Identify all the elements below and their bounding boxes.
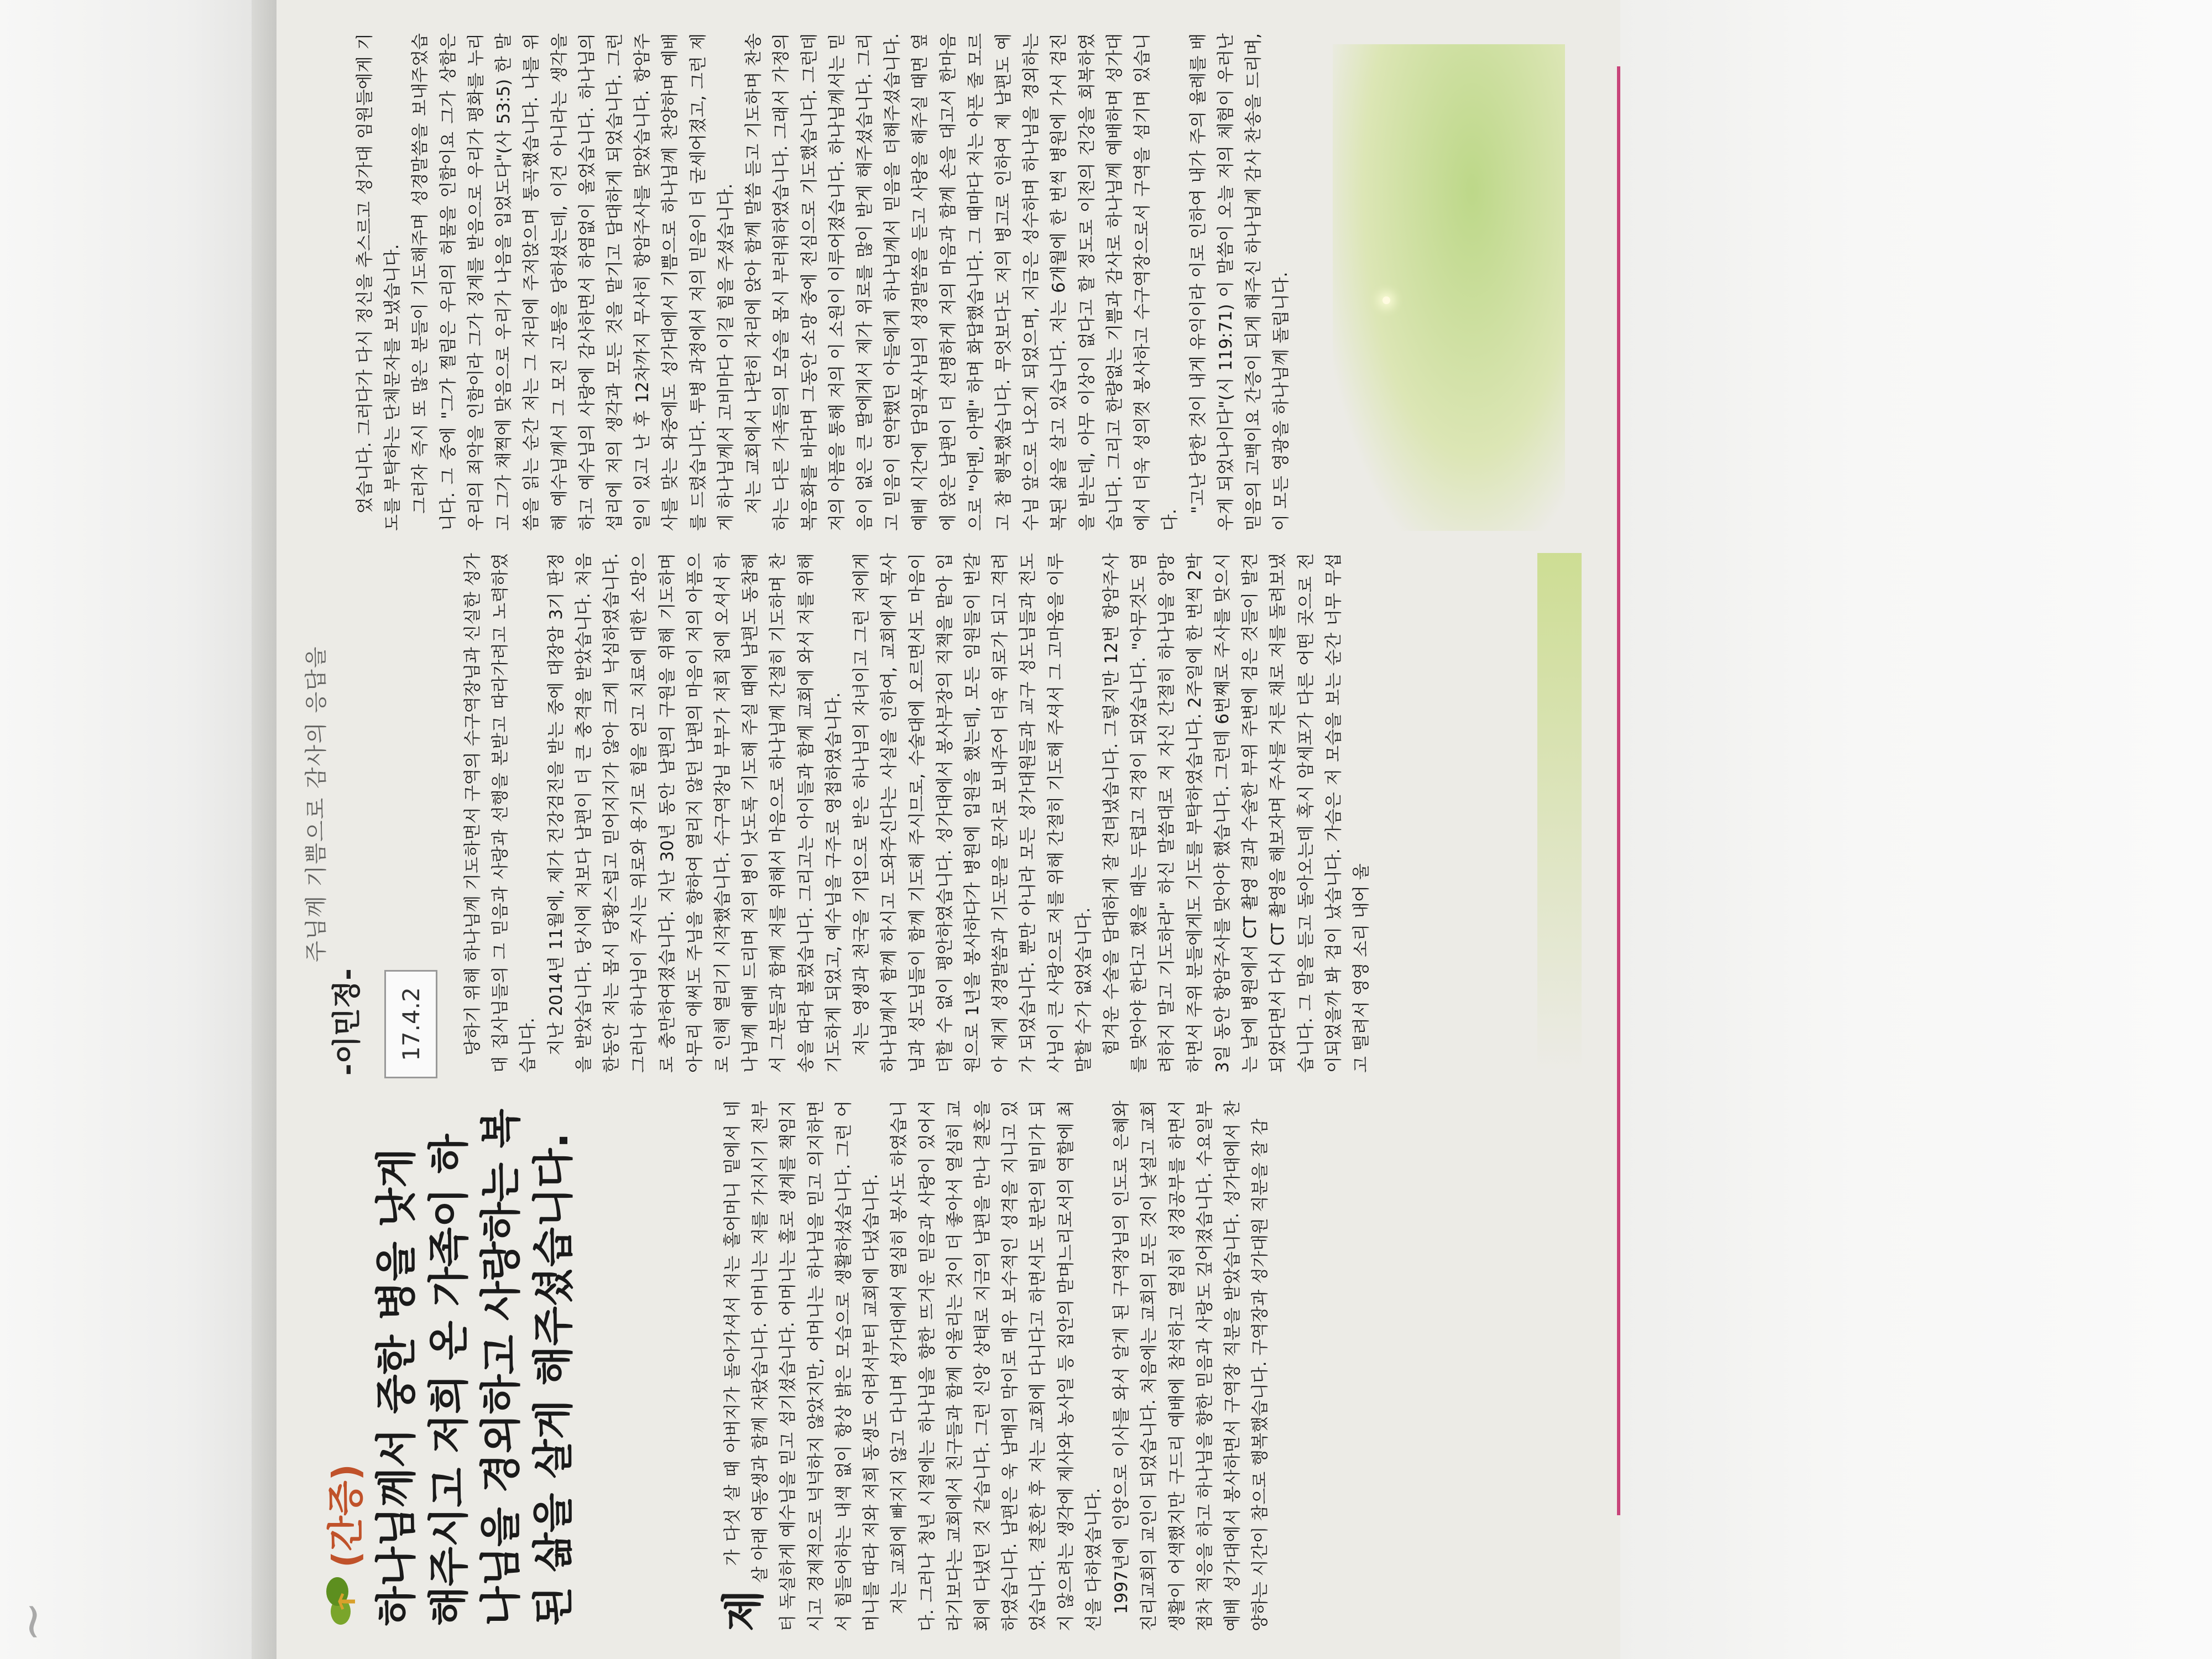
white-paper-left — [0, 0, 265, 1659]
date-sticker: 17.4.2 — [384, 970, 437, 1078]
white-paper-right — [1620, 0, 2212, 1659]
paragraph: 저는 교회에서 나란히 자리에 앉아 함께 말씀 듣고 기도하며 찬송하는 다른 가족들의 모습을 몹시 부러워하였습니다. 그래서 가정의 복음화를 바라며 그동안 소망 중에 전심으로 기도했습니다. 그런데 저의 아픔을 통해 저의 이 소원이 이루어졌습니다. 하나님께서는 믿음이 없은 큰 딸에게서 제가 위로를 많이 받게 해주셨습니다. 그리고 믿음이 연약했던 아들에게 하나님께서 믿음을 더해주셨습니다. 예배 시간에 담임목사님의 성경말씀을 듣고 사랑을 해주실 때면 옆에 앉은 남편이 더 선명하게 저의 마음과 함께 손을 대고서 한마음으로 "아멘, 아멘" 하며 화답했습니다. 그 때마다 저는 아픈 줄 모르고 참 행복했습니다. 무엇보다도 저의 병고로 인하여 제 남편도 예수님 앞으로 나오게 되었으며, 지금은 성수하며 하나님을 경외하는 복된 삶을 살고 있습니다. 저는 6개월에 한 번씩 병원에 가서 검진을 받는데, 아무 이상이 없다고 할 정도로 이전의 건강을 회복하였습니다. 그리고 한량없는 기쁨과 감사로 하나님께 예배하며 성가대에서 더욱 성의껏 봉사하고 수구역장으로서 구역을 섬기며 있습니다. — [744, 33, 1181, 531]
paragraph: 저는 영생과 천국을 기업으로 받은 하나님의 자녀이고 그런 저에게 하나님께서 함께 하시고 도와주신다는 사실을 인하여, 교회에서 목사님과 성도님들이 함께 기도해 주시므로, 수술대에 오르면서도 마음이 더할 수 없이 평안하였습니다. 성가대에서 봉사부장의 직책을 맡아 입원으로 1년을 봉사하다가 병원에 입원을 했는데, 모든 임원들이 번갈아 제게 성경말씀과 기도문을 문자로 보내주어 더욱 위로가 되고 격려가 되었습니다. 뿐만 아니라 모든 성가대원들과 교구 성도님들과 전도사님이 큰 사랑으로 저를 위해 간절히 기도해 주셔서 그 고마움을 이루 말할 수가 없었습니다. — [852, 553, 1094, 1073]
paragraph: 지난 2014년 11월에, 제가 건강검진을 받는 중에 대장암 3기 판정을 받았습니다. 당시에 저보다 남편이 더 큰 충격을 받았습니다. 처음 한동안 저는 몹시 당황스럽고 믿어지지가 않아 크게 낙심하였습니다. 그러나 하나님이 주시는 위로와 용기로 힘을 얻고 치료에 대한 소망으로 충만하여졌습니다. 지난 30년 동안 남편의 구원을 위해 기도하며 아무리 애써도 주님을 향하여 열리지 않던 남편의 마음이 저의 아픔으로 인해 열리기 시작했습니다. 수구역장님 부부가 저희 집에 오셔서 하나님께 예배 드리며 저의 병이 낫도록 기도해 주실 때에 남편도 동참해서 그분들과 함께 저를 위해서 마음으로 하나님께 간절히 기도하며 찬송을 따라 불렀습니다. 그리고는 아이들과 함께 교회에 와서 저를 위해 기도하게 되었고, 예수님을 구주로 영접하였습니다. — [546, 553, 844, 1073]
author-byline: -이민정- — [331, 968, 364, 1076]
paragraph: 1997년에 인양으로 이사를 와서 알게 된 구역장님의 인도로 은혜와진리교회의 교인이 되었습니다. 처음에는 교회의 모든 것이 낯설고 교회생활이 어색했지만 구드리 예배에 참석하고 열심히 성경공부를 하면서 점차 적응을 하고 하나님을 향한 믿음과 사랑도 깊어졌습니다. 수요일부 예배 성가대에서 봉사하면서 구역장 직분을 받았습니다. 성가대에서 찬양하는 시간이 참으로 행복했습니다. 구역장과 성가대원 직분을 잘 감 — [1112, 1100, 1271, 1631]
title-block — [310, 1100, 708, 1631]
paragraph: 었습니다. 그러다가 다시 정신을 추스르고 성가대 임원들에게 기도를 부탁하는 단체문자를 보냈습니다. — [355, 33, 403, 531]
article-column-3 — [351, 33, 1593, 531]
paragraph: 당하기 위해 하나님께 기도하면서 구역의 수구역장님과 신실한 성가대 집사님들의 그 믿음과 사랑과 선행을 본받고 따라가려고 노력하였습니다. — [463, 553, 539, 1073]
rotated-article — [299, 28, 1604, 1631]
article-headline: 하나님께서 중한 병을 낫게 해주시고 저희 온 가족이 하나님을 경외하고 사랑하는 복된 삶을 살게 해주셨습니다. — [373, 1108, 578, 1626]
pen-mark: ~ — [3, 1600, 61, 1643]
paragraph: 그러자 즉시 또 많은 분들이 기도해주며 성경말씀을 보내주었습니다. 그 중에 "그가 찔림은 우리의 허물을 인함이요 그가 상함은 우리의 죄악을 인함이라 그가 징계를 받음으로 우리가 평화를 누리고 그가 채찍에 맞음으로 우리가 나음을 입었도다"(사 53:5) 한 말씀을 읽는 순간 저는 그 자리에 주저앉으며 통곡했습니다. 나를 위해 예수님께서 그 모진 고통을 당하셨는데, 이건 아니라는 생각을 하고 예수님의 사랑에 감사하면서 하염없이 울었습니다. 하나님의 섭리에 저의 생각과 모든 것을 맡기고 담대하게 되었습니다. 그런 일이 있고 난 후 12차까지 무사히 항암주사를 맞았습니다. 항암주사를 맞는 와중에도 성가대에서 기쁨으로 하나님께 찬양하며 예배를 드렸습니다. 투병 과정에서 저의 믿음이 더 굳세어졌고, 그런 제게 하나님께서 고비마다 이길 힘을 주셨습니다. — [410, 33, 736, 531]
paragraph: 저는 교회에 빠지지 않고 다니며 성가대에서 열심히 봉사도 하였습니다. 그러나 청년 시절에는 하나님을 향한 뜨거운 믿음과 사랑이 있어서라기보다는 교회에서 친구들과 함께 어울리는 것이 더 좋아서 열심히 교회에 다녔던 것 같습니다. 그런 신앙 상태로 지금의 남편을 만나 결혼을 하였습니다. 남편은 욱 남매의 막이로 매우 보수적인 성격을 지니고 있었습니다. 결혼한 후 저는 교회에 다니다고 하면서도 분란의 빌미가 되지 않으려는 생각에 제사와 농사일 등 집안의 맏며느리로서의 역할에 최선을 다하였습니다. — [889, 1100, 1104, 1631]
sprout-leaf-icon — [323, 1576, 356, 1626]
article-column-2 — [459, 553, 1593, 1073]
newspaper-sheet — [276, 0, 1620, 1659]
drop-cap: 제 — [719, 1589, 769, 1631]
header-strip: 주님께 기쁨으로 감사의 응답을 — [304, 645, 329, 962]
paragraph: "고난 당한 것이 내게 유익이라 이로 인하여 내가 주의 율례를 배우게 되었나이다"(시 119:71) 이 말씀이 오늘 저의 체험이 우러난 믿음의 고백이요 간증이 되게 해주신 하나님께 감사 찬송을 드리며, 이 모든 영광을 하나님께 돌립니다. — [1188, 33, 1292, 531]
paragraph: 힘겨운 수술을 담대하게 잘 견뎌냈습니다. 그렇지만 12번 항암주사를 맞아야 한다고 했을 때는 두렵고 걱정이 되었습니다. "아무것도 염려하지 말고 기도하라" 하신 말씀대로 저 자신 간절히 하나님을 앙망하면서 주위 분들에게도 기도를 부탁하였습니다. 2주일에 한 번씩 2박 3일 동안 항암주사를 맞아야 했습니다. 그런데 6번째로 주사를 맞으시는 날에 병원에서 CT 촬영 결과 수술한 부위 주변에 검은 것들이 발견되었다면서 다시 CT 촬영을 해보자며 주사를 거른 채로 저를 돌려보냈습니다. 그 말을 듣고 돌아오는데 혹시 암세포가 다른 어떤 곳으로 전이되었을까 봐 겁이 났습니다. 가슴은 저 모습을 보는 순간 너무 무섭고 떨려서 영영 소리 내어 울 — [1102, 553, 1371, 1073]
paragraph: 가 다섯 살 때 아버지가 돌아가셔서 저는 홀어머니 밑에서 네 살 아래 여동생과 함께 자랐습니다. 어머니는 저를 가지시기 전부터 독실하게 예수님을 믿고 섬기셨습니다. 어머니는 홀로 생계를 책임지시고 경제적으로 넉넉하지 않았지만, 어머니는 하나님을 믿고 의지하면서 힘들어하는 내색 없이 항상 밝은 모습으로 생활하셨습니다. 그런 어머니를 따라 저와 저희 동생도 어려서부터 교회에 다녔습니다. — [723, 1100, 882, 1631]
article-column-1 — [719, 1100, 1593, 1631]
section-tag: (간증) — [325, 1464, 367, 1568]
